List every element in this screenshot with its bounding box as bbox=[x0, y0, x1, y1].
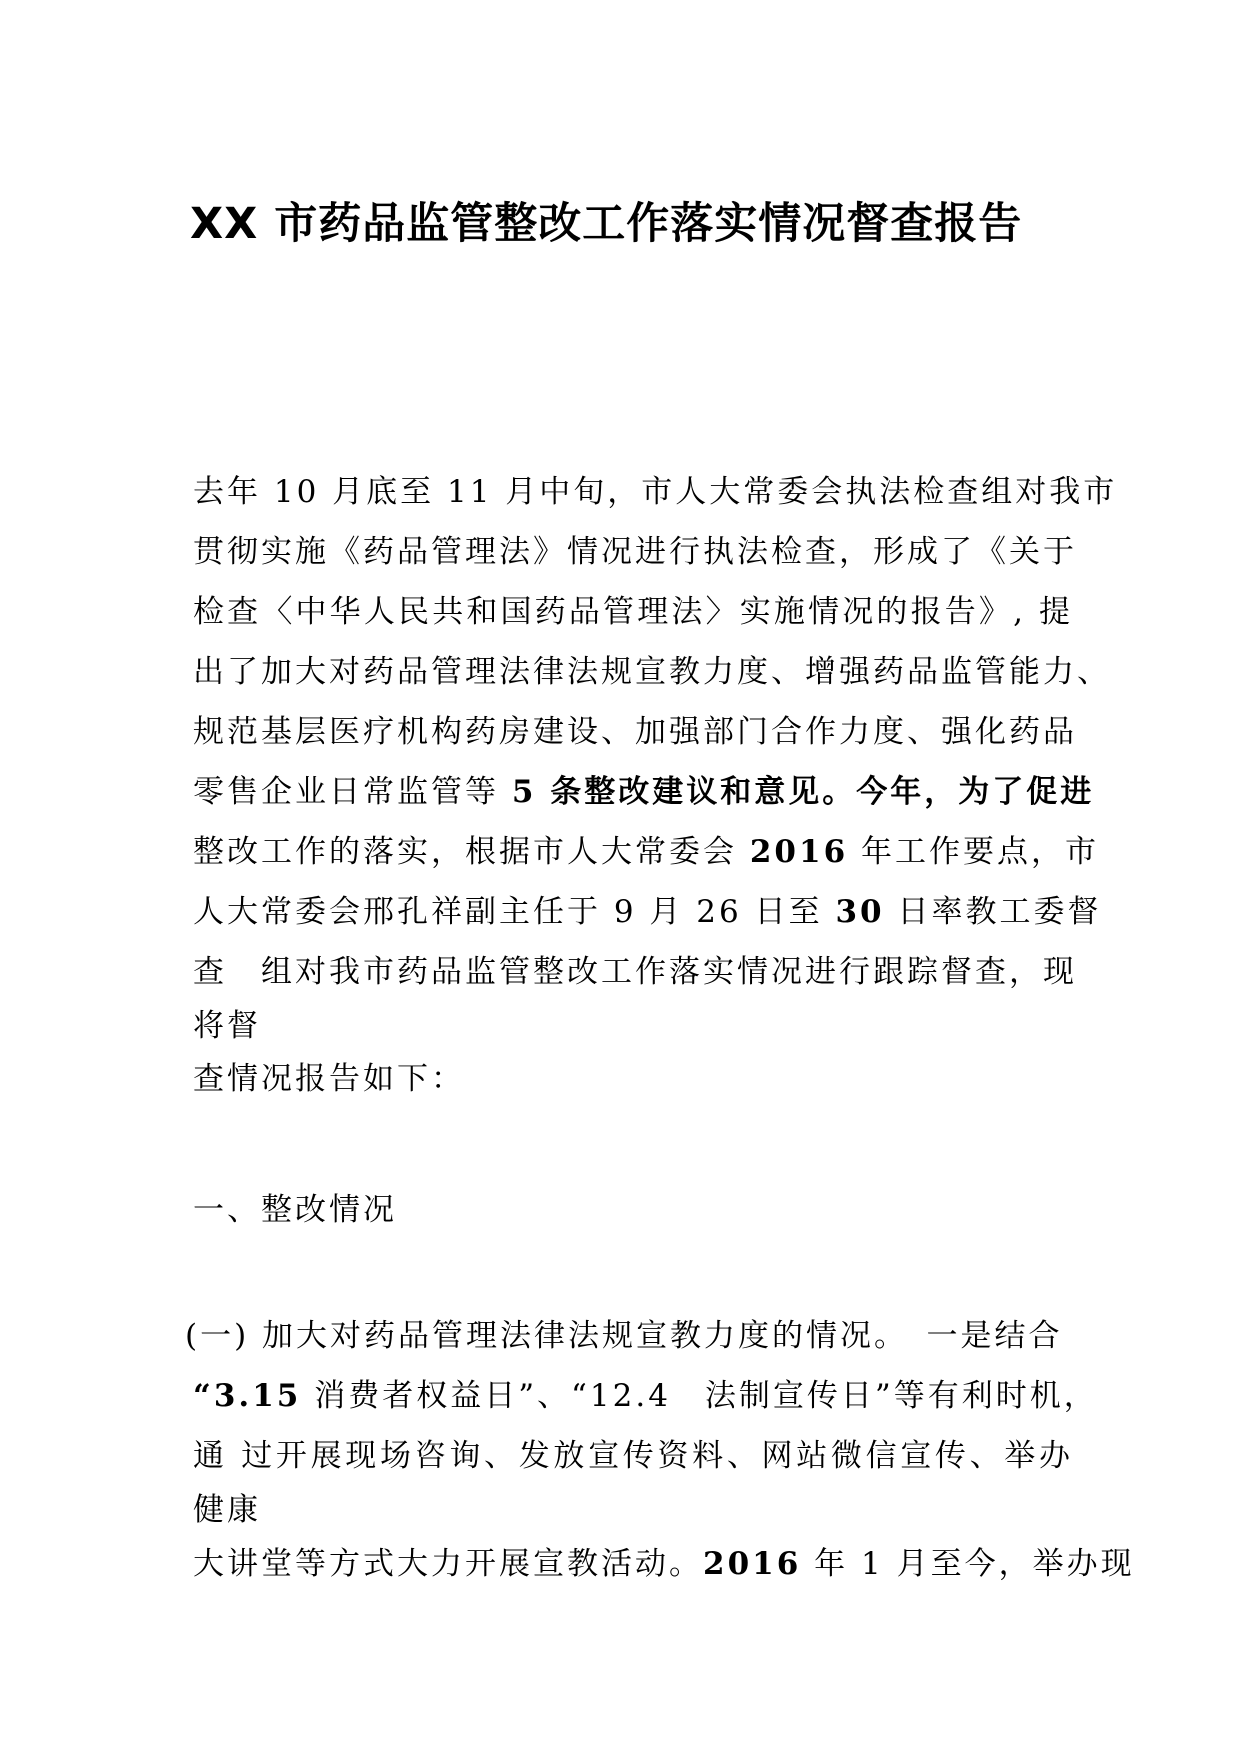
text-line: 规范基层医疗机构药房建设、加强部门合作力度、强化药品 bbox=[193, 714, 1077, 750]
text-line bbox=[193, 822, 1099, 882]
text-line bbox=[193, 762, 1095, 822]
text-line: 通 过开展现场咨询、发放宣传资料、网站微信宣传、举办 bbox=[193, 1438, 1073, 1474]
text-segment: 零售企业日常监管等 bbox=[193, 774, 512, 810]
text-line: 查 组对我市药品监管整改工作落实情况进行跟踪督查，现 bbox=[193, 954, 1077, 990]
text-line: 查情况报告如下： bbox=[193, 1061, 465, 1097]
intro-paragraph bbox=[193, 462, 1118, 1108]
text-segment: 日率教工委督 bbox=[884, 894, 1102, 930]
section1-paragraph bbox=[185, 1306, 1135, 1594]
text-segment: 大讲堂等方式大力开展宣教活动。 bbox=[193, 1546, 703, 1582]
text-line bbox=[193, 1534, 1135, 1594]
text-line: 将督 bbox=[193, 1008, 261, 1044]
text-line: 健康 bbox=[193, 1492, 261, 1528]
text-line: 贯彻实施《药品管理法》情况进行执法检查，形成了《关于 bbox=[193, 534, 1077, 570]
section-heading: 一、整改情况 bbox=[193, 1192, 397, 1228]
text-segment: 年 1 月至今，举办现 bbox=[801, 1546, 1135, 1582]
text-line bbox=[193, 882, 1102, 942]
bold-text-segment: “3.15 bbox=[193, 1378, 302, 1414]
text-line: (一) 加大对药品管理法律法规宣教力度的情况。 一是结合 bbox=[185, 1318, 1063, 1354]
bold-number: 30 bbox=[835, 894, 885, 930]
text-line: 去年 10 月底至 11 月中旬，市人大常委会执法检查组对我市 bbox=[193, 474, 1118, 510]
text-segment: 人大常委会邢孔祥副主任于 9 月 26 日至 bbox=[193, 894, 836, 930]
bold-year: 2016 bbox=[749, 834, 849, 870]
text-segment: 消费者权益日”、“12.4 法制宣传日”等有利时机， bbox=[301, 1378, 1098, 1414]
text-segment: 整改工作的落实，根据市人大常委会 bbox=[193, 834, 750, 870]
text-segment: 年工作要点，市 bbox=[848, 834, 1099, 870]
text-line bbox=[193, 1366, 1098, 1426]
bold-text-segment: 5 条整改建议和意见。今年，为了促进 bbox=[511, 774, 1095, 810]
bold-year: 2016 bbox=[703, 1546, 802, 1582]
document-title: XX 市药品监管整改工作落实情况督查报告 bbox=[190, 199, 1023, 249]
text-line: 检查〈中华人民共和国药品管理法〉实施情况的报告》, 提 bbox=[193, 594, 1073, 630]
text-line: 出了加大对药品管理法律法规宣教力度、增强药品监管能力、 bbox=[193, 654, 1111, 690]
